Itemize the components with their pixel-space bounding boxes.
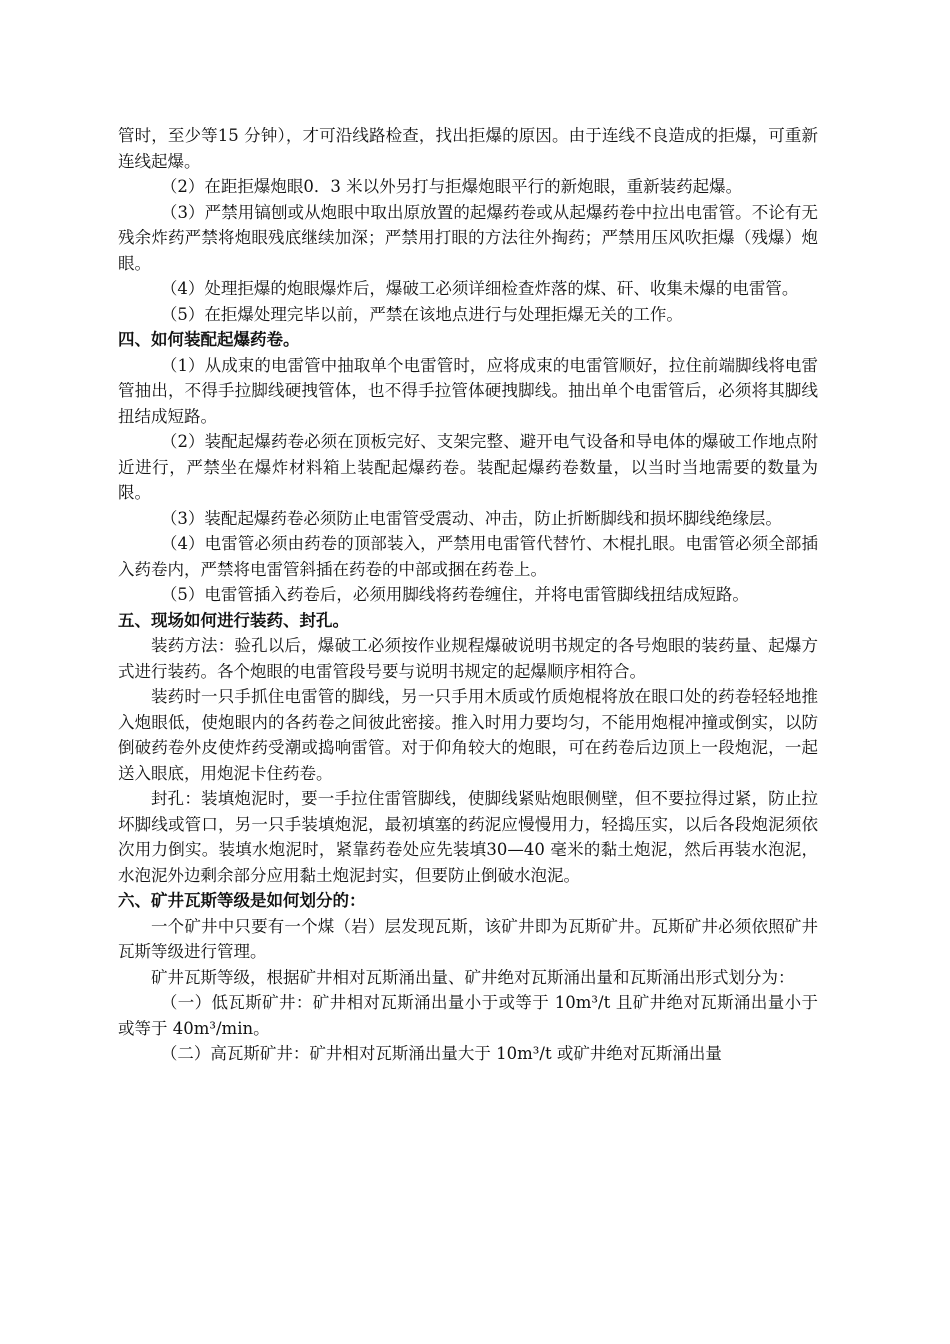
list-item-high-gas: （二）高瓦斯矿井：矿井相对瓦斯涌出量大于 10m³/t 或矿井绝对瓦斯涌出量 [160,1044,722,1063]
list-item-5: （5）在拒爆处理完毕以前，严禁在该地点进行与处理拒爆无关的工作。 [160,304,683,324]
list-item-5: （5）电雷管插入药卷后，必须用脚线将药卷缠住，并将电雷管脚线扭结成短路。 [160,585,749,604]
paragraph-loading-process: 装药时一只手抓住电雷管的脚线，另一只手用木质或竹质炮棍将放在眼口处的药卷轻轻地推入炮眼低，使炮眼内的各药卷之间彼此密接。推入时用力要均匀，不能用炮棍冲撞或倒实，以防倒破药卷外皮使炸药受潮或捣响雷管。对于仰角较大的炮眼，可在药卷后边顶上一段炮泥，一起送入眼底，用炮泥卡住药卷。 [118,687,818,783]
paragraph-gas-mine: 一个矿井中只要有一个煤（岩）层发现瓦斯，该矿井即为瓦斯矿井。瓦斯矿井必须依照矿井瓦斯等级进行管理。 [118,916,818,961]
paragraph-sealing: 封孔：装填炮泥时，要一手拉住雷管脚线，使脚线紧贴炮眼侧壁，但不要拉得过紧，防止拉坏脚线或管口，另一只手装填炮泥，最初填塞的药泥应慢慢用力，轻捣压实，以后各段炮泥须依次用力倒实。装填水炮泥时，紧靠药卷处应先装填30—40 毫米的黏土炮泥，然后再装水泡泥，水泡泥外边剩余部分应用黏土炮泥封实，但要防止倒破水泡泥。 [118,789,818,885]
paragraph-loading-method: 装药方法：验孔以后，爆破工必须按作业规程爆破说明书规定的各号炮眼的装药量、起爆方式进行装药。各个炮眼的电雷管段号要与说明书规定的起爆顺序相符合。 [118,636,818,681]
section-heading-6: 六、矿井瓦斯等级是如何划分的： [118,891,366,910]
document-body [118,123,818,1067]
list-item-4: （4）处理拒爆的炮眼爆炸后，爆破工必须详细检查炸落的煤、矸、收集未爆的电雷管。 [160,279,799,298]
list-item-2: （2）装配起爆药卷必须在顶板完好、支架完整、避开电气设备和导电体的爆破工作地点附近进行，严禁坐在爆炸材料箱上装配起爆药卷。装配起爆药卷数量，以当时当地需要的数量为限。 [118,432,818,502]
section-heading-5: 五、现场如何进行装药、封孔。 [118,610,349,630]
section-heading-4: 四、如何装配起爆药卷。 [118,330,300,349]
list-item-2: （2）在距拒爆炮眼0．3 米以外另打与拒爆炮眼平行的新炮眼，重新装药起爆。 [160,177,743,196]
paragraph-continued: 管时，至少等15 分钟），才可沿线路检查，找出拒爆的原因。由于连线不良造成的拒爆，可重新连线起爆。 [118,126,818,171]
list-item-1: （1）从成束的电雷管中抽取单个电雷管时，应将成束的电雷管顺好，拉住前端脚线将电雷管抽出，不得手拉脚线硬拽管体，也不得手拉管体硬拽脚线。抽出单个电雷管后，必须将其脚线扭结成短路。 [118,355,818,426]
paragraph-gas-classification: 矿井瓦斯等级，根据矿井相对瓦斯涌出量、矿井绝对瓦斯涌出量和瓦斯涌出形式划分为： [151,967,795,987]
list-item-4: （4）电雷管必须由药卷的顶部装入，严禁用电雷管代替竹、木棍扎眼。电雷管必须全部插入药卷内，严禁将电雷管斜插在药卷的中部或捆在药卷上。 [118,534,818,579]
list-item-3: （3）装配起爆药卷必须防止电雷管受震动、冲击，防止折断脚线和损坏脚线绝缘层。 [160,508,782,528]
list-item-3: （3）严禁用镐刨或从炮眼中取出原放置的起爆药卷或从起爆药卷中拉出电雷管。不论有无残余炸药严禁将炮眼残底继续加深；严禁用打眼的方法往外掏药；严禁用压风吹拒爆（残爆）炮眼。 [118,202,818,273]
list-item-low-gas: （一）低瓦斯矿井：矿井相对瓦斯涌出量小于或等于 10m³/t 且矿井绝对瓦斯涌出量小于或等于 40m³/min。 [118,993,818,1038]
